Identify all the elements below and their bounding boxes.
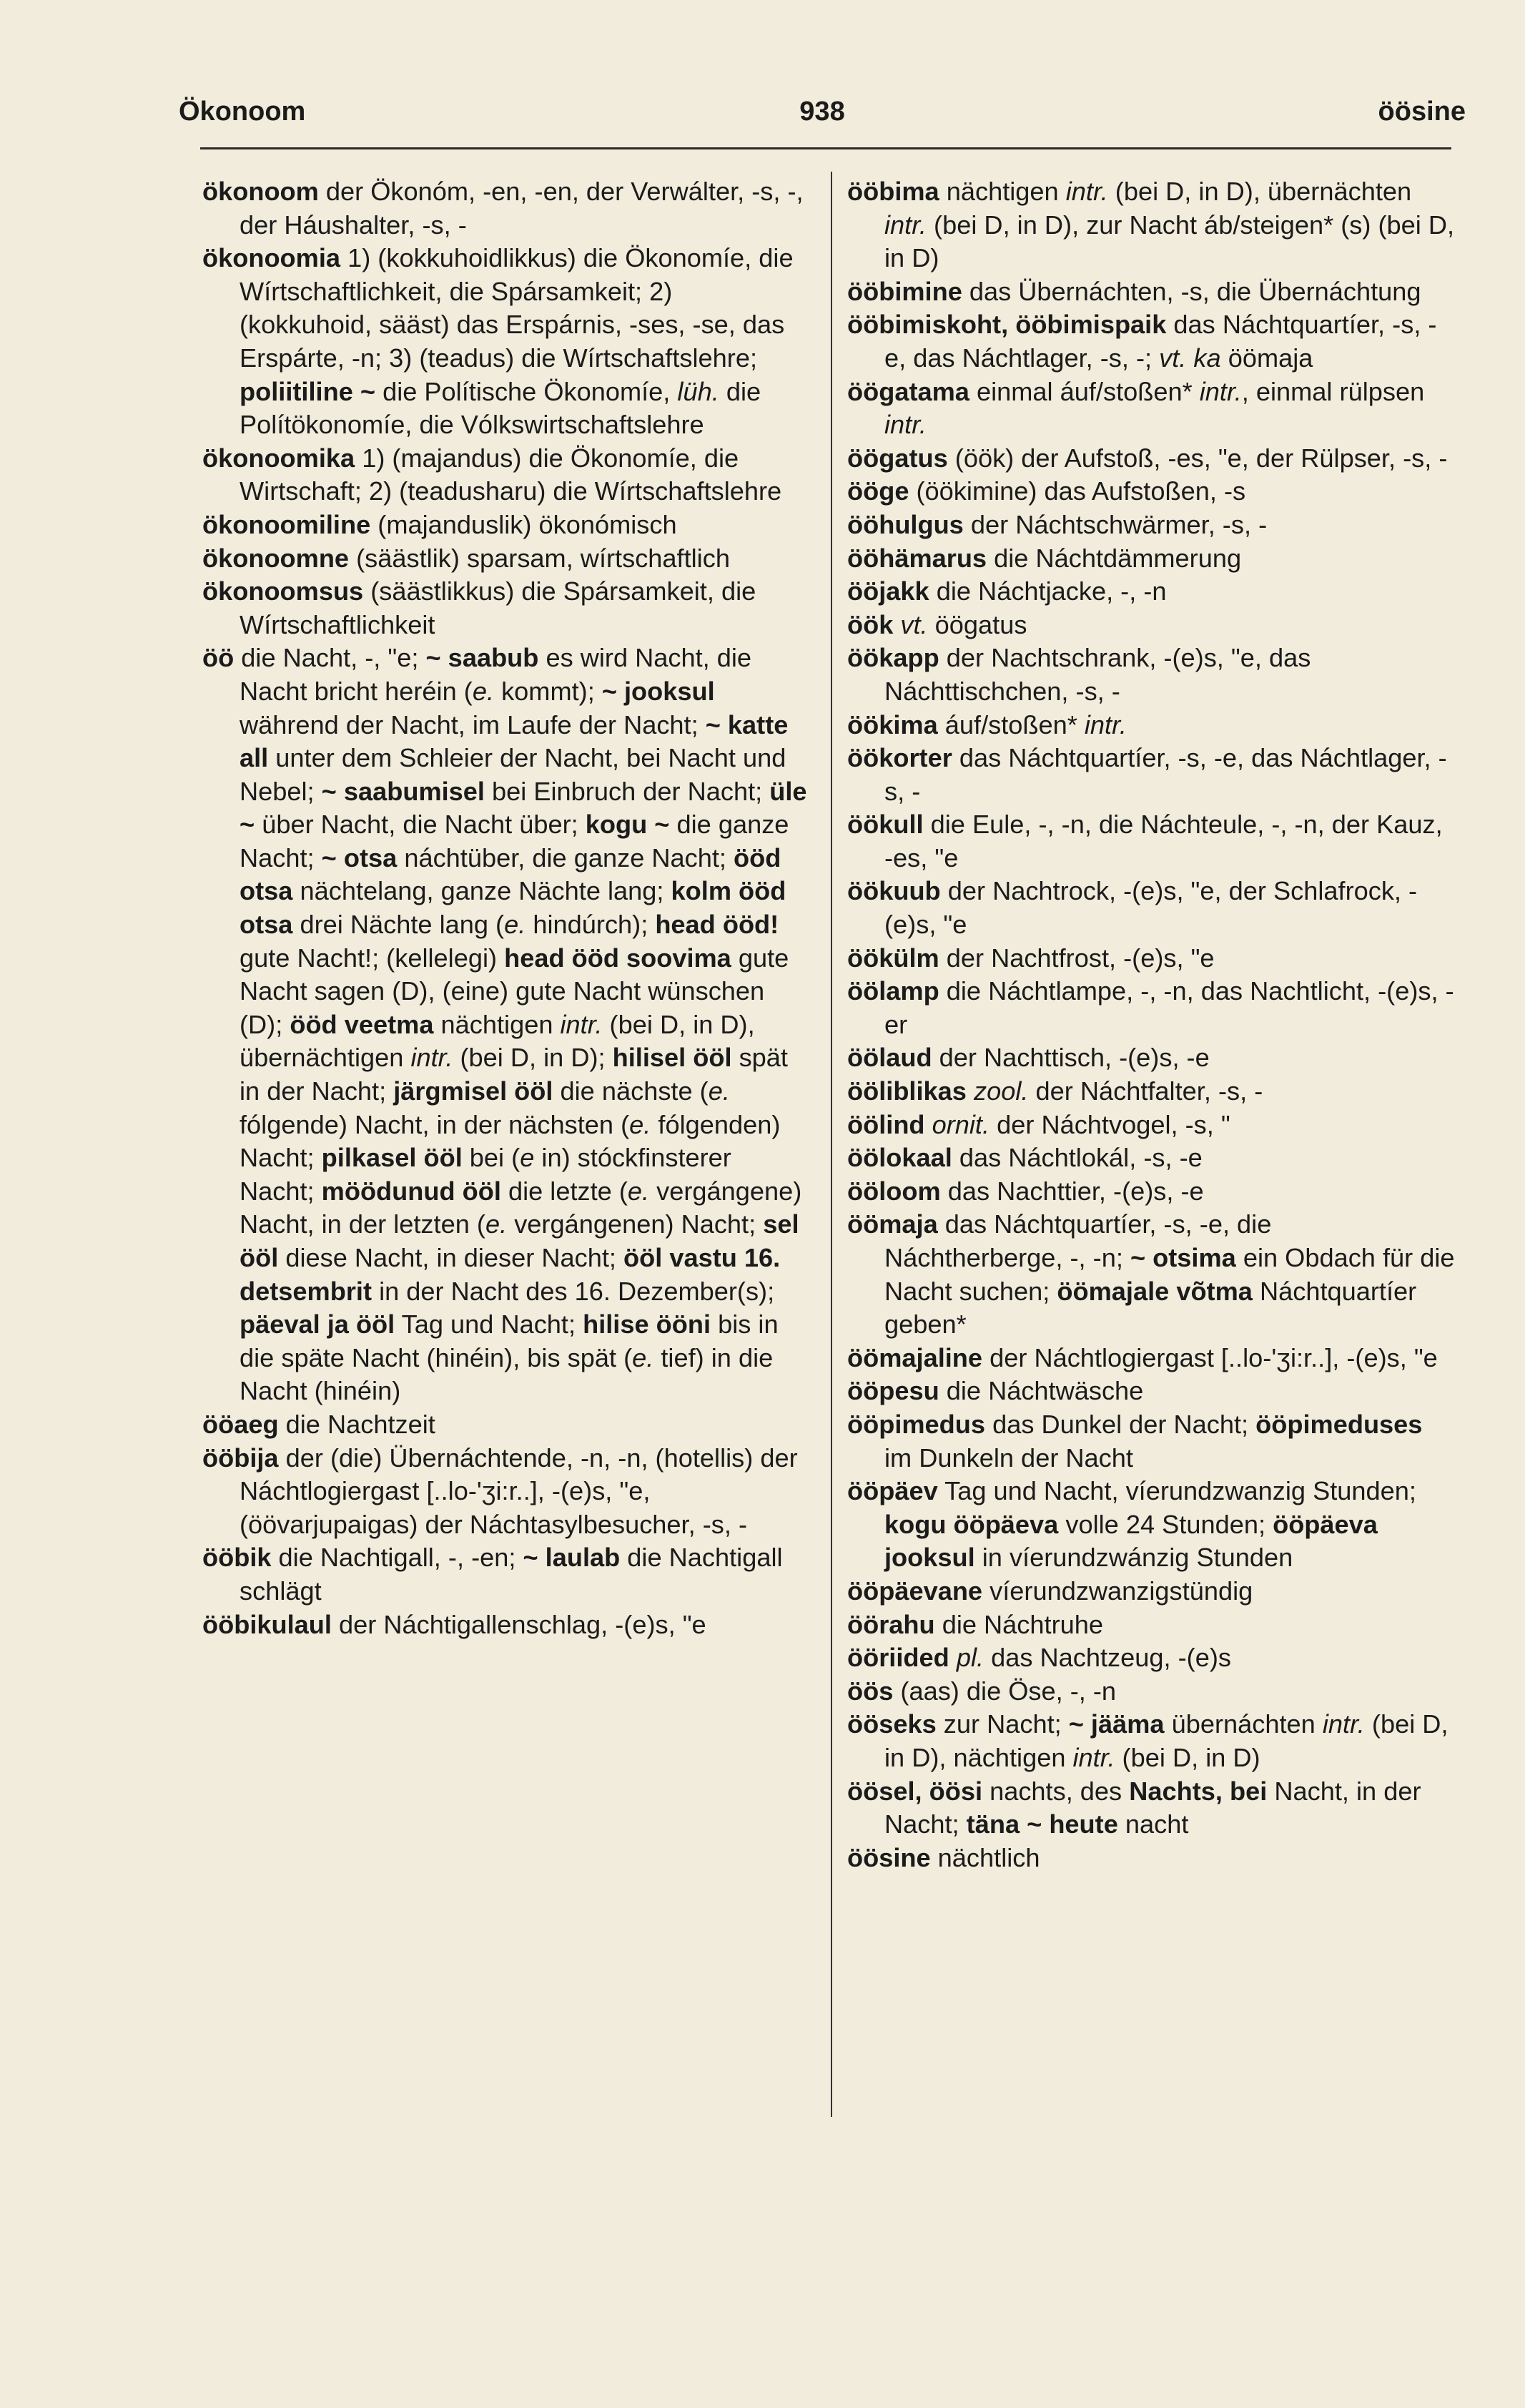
dictionary-entry — [847, 1708, 1455, 1774]
entry-text: (öök) der Aufstoß, -es, "e, der Rülpser, -s, - — [947, 443, 1448, 473]
entry-headword: ööseks — [847, 1709, 937, 1739]
entry-text: (bei D, in D), übernächtigen — [240, 1009, 755, 1073]
entry-headword: öök — [847, 609, 894, 639]
dictionary-entry — [847, 1842, 1455, 1875]
entry-phrase: bei — [1230, 1776, 1268, 1806]
dictionary-entry — [202, 175, 810, 242]
page-number: 938 — [799, 97, 845, 127]
entry-headword: ööbik — [202, 1543, 272, 1573]
entry-label: e. — [632, 1342, 654, 1372]
entry-phrase: ööpimeduses — [1255, 1409, 1423, 1439]
entry-text: die nächste ( — [553, 1076, 709, 1106]
entry-text: das Dunkel der Nacht; — [985, 1409, 1256, 1439]
entry-label: ornit. — [932, 1109, 990, 1139]
entry-text: fólgende) Nacht, in der nächsten ( — [240, 1109, 630, 1139]
entry-headword: öölaud — [847, 1043, 932, 1073]
entry-label: pl. — [956, 1643, 984, 1673]
dictionary-entry — [847, 1041, 1455, 1075]
entry-label: intr. — [1065, 177, 1108, 206]
dictionary-entry — [847, 1675, 1455, 1709]
entry-headword: ökonoomika — [202, 443, 355, 473]
entry-phrase: ~ jooksul — [601, 676, 715, 706]
entry-text: bei ( — [462, 1143, 520, 1173]
dictionary-entry — [202, 1408, 810, 1442]
entry-text: zur Nacht; — [936, 1709, 1069, 1739]
entry-headword: ööge — [847, 476, 909, 506]
entry-text: der (die) Übernáchtende, -n, -n, (hotellis) der Náchtlogiergast [..lo-'ʒi:r..], -(e)s, "e, (öövarjupaigas) der Náchtasylbesucher, -s, - — [240, 1443, 798, 1539]
dictionary-entry — [847, 1375, 1455, 1408]
entry-text: die Nacht, -, "e; — [234, 643, 426, 673]
entry-headword: öökapp — [847, 643, 939, 673]
entry-text: die ganze Nacht; — [240, 810, 789, 873]
entry-phrase: öömajale võtma — [1057, 1276, 1253, 1306]
entry-text: in) stóckfinsterer Nacht; — [240, 1143, 731, 1206]
entry-headword: ööpäevane — [847, 1576, 983, 1606]
entry-text — [925, 1110, 932, 1139]
entry-text: (aas) die Öse, -, -n — [893, 1676, 1117, 1706]
entry-text: die Nachtzeit — [278, 1409, 435, 1439]
entry-text: übernáchten — [1164, 1709, 1323, 1739]
entry-text: nächtigen — [433, 1009, 561, 1039]
header-left-guideword: Ökonoom — [179, 97, 306, 127]
entry-text: einmal áuf/stoßen* — [969, 376, 1200, 406]
dictionary-entry — [847, 1475, 1455, 1575]
entry-text: áuf/stoßen* — [937, 709, 1085, 739]
entry-phrase: sel ööl — [240, 1209, 799, 1272]
entry-label: intr. — [410, 1043, 453, 1073]
header-rule — [200, 147, 1451, 149]
entry-headword: ööbikulaul — [202, 1609, 332, 1639]
entry-text: die Náchtruhe — [934, 1609, 1104, 1639]
dictionary-entry — [847, 709, 1455, 742]
entry-text: im Dunkeln der Nacht — [884, 1443, 1133, 1473]
entry-headword: öölamp — [847, 976, 939, 1006]
entry-headword: ööloom — [847, 1176, 941, 1206]
entry-text: tief) in die Nacht (hinéin) — [240, 1342, 774, 1406]
entry-phrase: head ööd soovima — [504, 943, 731, 973]
entry-headword: öös — [847, 1676, 894, 1706]
entry-text: Tag und Nacht; — [395, 1309, 583, 1340]
entry-text: volle 24 Stunden; — [1058, 1509, 1273, 1539]
entry-headword: ökonoomsus — [202, 576, 364, 606]
entry-text: (bei D, in D), übernächten — [1107, 177, 1412, 206]
entry-text: (bei D, in D), zur Nacht áb/steigen* (s) (bei D, in D) — [884, 210, 1455, 273]
dictionary-entry — [847, 508, 1455, 542]
entry-headword: ööbimine — [847, 276, 962, 306]
entry-phrase: ~ otsa — [321, 842, 398, 873]
entry-text: die letzte ( — [500, 1176, 628, 1206]
entry-label: e. — [485, 1209, 508, 1239]
entry-headword: öösine — [847, 1842, 931, 1872]
entry-text — [949, 1643, 957, 1672]
entry-label: vt. ka — [1159, 343, 1221, 373]
entry-headword: ööpesu — [847, 1376, 939, 1406]
entry-headword: ööhämarus — [847, 543, 987, 573]
dictionary-entry — [847, 1208, 1455, 1341]
entry-text: vergángene) Nacht, in der letzten ( — [240, 1176, 802, 1239]
entry-text: Nacht, in der Nacht; — [884, 1776, 1421, 1839]
entry-headword: ööbimiskoht, ööbimispaik — [847, 310, 1167, 340]
dictionary-entry — [847, 1775, 1455, 1842]
entry-text — [1223, 1776, 1230, 1806]
entry-headword: öömajaline — [847, 1342, 983, 1372]
entry-label: e. — [472, 676, 495, 706]
entry-headword: öörahu — [847, 1609, 935, 1639]
entry-phrase: ööd veetma — [290, 1009, 434, 1039]
entry-text: bei Einbruch der Nacht; — [484, 776, 770, 806]
entry-text: das Nachttier, -(e)s, -e — [940, 1176, 1204, 1206]
dictionary-entry — [202, 542, 810, 576]
entry-text: (bei D, in D); — [453, 1043, 613, 1073]
entry-label: e. — [629, 1109, 651, 1139]
entry-text: die Náchtwäsche — [939, 1376, 1144, 1406]
entry-phrase: üle ~ — [240, 776, 807, 840]
entry-text — [967, 1076, 974, 1106]
entry-headword: ööpäev — [847, 1476, 938, 1506]
entry-phrase: ööpäeva jooksul — [884, 1509, 1378, 1573]
entry-headword: öökuub — [847, 876, 941, 906]
entry-label: vt. — [900, 609, 928, 639]
dictionary-entry — [202, 1608, 810, 1642]
entry-text: (majanduslik) ökonómisch — [370, 509, 677, 539]
left-column — [202, 175, 810, 1641]
entry-text: der Náchtschwärmer, -s, - — [963, 509, 1268, 539]
header-right-guideword: öösine — [1378, 97, 1466, 127]
dictionary-entry — [202, 642, 810, 1408]
entry-headword: öösel, öösi — [847, 1776, 983, 1806]
dictionary-entry — [847, 642, 1455, 708]
column-divider — [831, 172, 832, 2117]
dictionary-entry — [847, 475, 1455, 508]
entry-phrase: ~ laulab — [523, 1543, 621, 1573]
dictionary-entry — [847, 808, 1455, 875]
entry-text — [1042, 1809, 1049, 1839]
entry-text: die Eule, -, -n, die Náchteule, -, -n, der Kauz, -es, "e — [884, 810, 1443, 873]
entry-text: víerundzwanzigstündig — [982, 1576, 1253, 1606]
entry-text: gute Nacht sagen (D), (eine) gute Nacht wünschen (D); — [240, 943, 789, 1039]
entry-headword: ökonoomia — [202, 243, 341, 273]
entry-label: e. — [708, 1076, 730, 1106]
entry-phrase: heute — [1049, 1809, 1118, 1839]
entry-text: , einmal rülpsen — [1241, 376, 1425, 406]
dictionary-entry — [847, 1641, 1455, 1675]
entry-phrase: täna ~ — [966, 1809, 1042, 1839]
entry-phrase: kogu ööpäeva — [884, 1509, 1059, 1539]
entry-headword: ööbija — [202, 1443, 279, 1473]
entry-text: Náchtquartíer geben* — [884, 1276, 1417, 1340]
entry-text: fólgenden) Nacht; — [240, 1109, 781, 1173]
entry-headword: öögatus — [847, 443, 948, 473]
entry-text: das Náchtquartíer, -s, -e, die Náchtherberge, -, -n; — [884, 1209, 1272, 1272]
dictionary-entry — [202, 575, 810, 642]
entry-text: nacht — [1117, 1809, 1189, 1839]
entry-headword: öökülm — [847, 943, 939, 973]
entry-text: der Náchtlogiergast [..lo-'ʒi:r..], -(e)s, "e — [982, 1342, 1438, 1372]
entry-text: diese Nacht, in dieser Nacht; — [278, 1243, 624, 1272]
entry-text: (bei D, in D) — [1115, 1742, 1260, 1772]
dictionary-entry — [202, 1541, 810, 1608]
entry-text: das Náchtquartíer, -s, -e, das Náchtlager, -s, -; — [884, 310, 1437, 373]
entry-text: das Náchtlokál, -s, -e — [952, 1143, 1203, 1173]
entry-phrase: ~ otsima — [1130, 1243, 1236, 1272]
right-column — [847, 175, 1455, 1874]
entry-text: die Nachtigall, -, -en; — [271, 1543, 523, 1573]
entry-headword: ööhulgus — [847, 509, 964, 539]
entry-phrase: päeval ja ööl — [240, 1309, 395, 1340]
entry-text: (bei D, in D), nächtigen — [884, 1709, 1448, 1772]
entry-text: der Náchtigallenschlag, -(e)s, "e — [331, 1609, 706, 1639]
entry-phrase: möödunud ööl — [321, 1176, 501, 1206]
entry-headword: ööpimedus — [847, 1409, 986, 1439]
entry-text: das Übernáchten, -s, die Übernáchtung — [962, 276, 1421, 306]
dictionary-entry — [847, 442, 1455, 476]
entry-text: der Nachtfrost, -(e)s, "e — [939, 943, 1215, 973]
entry-headword: ööliblikas — [847, 1076, 967, 1106]
dictionary-entry — [847, 609, 1455, 642]
dictionary-entry — [847, 175, 1455, 275]
entry-phrase: poliitiline ~ — [240, 376, 376, 406]
entry-text: die Polítische Ökonomíe, — [375, 376, 678, 406]
dictionary-entry — [202, 1442, 810, 1542]
entry-headword: ökonoomiline — [202, 509, 371, 539]
dictionary-entry — [202, 508, 810, 542]
entry-label: intr. — [1322, 1709, 1365, 1739]
entry-phrase: kolm ööd otsa — [240, 876, 786, 940]
entry-phrase: järgmisel ööl — [393, 1076, 553, 1106]
dictionary-entry — [847, 375, 1455, 442]
entry-headword: ööbima — [847, 177, 939, 206]
entry-headword: ööaeg — [202, 1409, 279, 1439]
dictionary-entry — [847, 1408, 1455, 1475]
entry-phrase: ~ jääma — [1068, 1709, 1165, 1739]
entry-text: der Náchtfalter, -s, - — [1028, 1076, 1263, 1106]
entry-text: (säästlikkus) die Spársamkeit, die Wírtschaftlichkeit — [240, 576, 756, 639]
entry-label: lüh. — [677, 376, 719, 406]
entry-text: nachts, des — [982, 1776, 1130, 1806]
entry-text: die Nachtigall schlägt — [240, 1543, 783, 1606]
entry-headword: öökorter — [847, 743, 952, 773]
entry-text: vergángenen) Nacht; — [507, 1209, 764, 1239]
entry-text: gute Nacht!; (kellelegi) — [240, 943, 505, 973]
dictionary-entry — [847, 975, 1455, 1041]
entry-phrase: ööl vastu 16. detsembrit — [240, 1243, 781, 1306]
entry-text: es wird Nacht, die Nacht bricht heréin ( — [240, 643, 752, 706]
entry-text: in víerundzwánzig Stunden — [974, 1543, 1293, 1573]
dictionary-entry — [202, 442, 810, 508]
entry-phrase: pilkasel ööl — [321, 1143, 463, 1173]
entry-text: (öökimine) das Aufstoßen, -s — [909, 476, 1246, 506]
dictionary-entry — [847, 542, 1455, 576]
entry-label: intr. — [1199, 376, 1242, 406]
entry-headword: ööriided — [847, 1643, 949, 1673]
entry-label: intr. — [1072, 1742, 1115, 1772]
entry-label: zool. — [973, 1076, 1029, 1106]
entry-label: e — [520, 1143, 535, 1173]
dictionary-entry — [847, 942, 1455, 976]
entry-text — [893, 610, 900, 639]
entry-text: Tag und Nacht, víerundzwanzig Stunden; — [937, 1476, 1416, 1506]
entry-headword: ökonoom — [202, 177, 319, 206]
entry-text: nächtelang, ganze Nächte lang; — [292, 876, 671, 906]
entry-headword: öökima — [847, 709, 938, 739]
entry-text: kommt); — [494, 676, 602, 706]
entry-headword: ööjakk — [847, 576, 929, 606]
entry-text: der Nachttisch, -(e)s, -e — [932, 1043, 1210, 1073]
entry-headword: öölokaal — [847, 1143, 952, 1173]
entry-text: (säästlik) sparsam, wírtschaftlich — [349, 543, 730, 573]
entry-label: intr. — [884, 210, 927, 240]
entry-text: der Nachtrock, -(e)s, "e, der Schlafrock, -(e)s, "e — [884, 876, 1418, 940]
entry-headword: öölind — [847, 1109, 925, 1139]
entry-text: spät in der Nacht; — [240, 1043, 788, 1106]
entry-text: der Nachtschrank, -(e)s, "e, das Náchttischchen, -s, - — [884, 643, 1311, 706]
entry-label: intr. — [560, 1009, 603, 1039]
dictionary-entry — [847, 1608, 1455, 1642]
entry-phrase: Nachts, — [1129, 1776, 1223, 1806]
entry-phrase: ööd otsa — [240, 842, 781, 906]
entry-text: das Nachtzeug, -(e)s — [984, 1643, 1231, 1673]
dictionary-entry — [202, 242, 810, 442]
entry-text: die Náchtlampe, -, -n, das Nachtlicht, -(e)s, -er — [884, 976, 1454, 1039]
entry-label: e. — [504, 910, 526, 940]
dictionary-entry — [847, 875, 1455, 941]
entry-text: náchtüber, die ganze Nacht; — [397, 842, 734, 873]
entry-label: intr. — [884, 410, 927, 440]
entry-phrase: hilisel ööl — [612, 1043, 732, 1073]
entry-text: öömaja — [1220, 343, 1313, 373]
entry-headword: öökull — [847, 810, 924, 840]
entry-headword: öö — [202, 643, 235, 673]
dictionary-entry — [847, 1342, 1455, 1375]
entry-text: die Náchtdämmerung — [987, 543, 1242, 573]
entry-text: 1) (majandus) die Ökonomíe, die Wirtschaft; 2) (teadusharu) die Wírtschaftslehre — [240, 443, 782, 506]
dictionary-entry — [847, 575, 1455, 609]
entry-phrase: ~ saabub — [425, 643, 539, 673]
entry-headword: öömaja — [847, 1209, 938, 1239]
entry-text: der Ökonóm, -en, -en, der Verwálter, -s, -, der Háushalter, -s, - — [240, 177, 804, 240]
entry-text: öögatus — [927, 609, 1027, 639]
entry-label: intr. — [1084, 709, 1127, 739]
dictionary-entry — [847, 1575, 1455, 1608]
dictionary-entry — [847, 1109, 1455, 1142]
entry-text: in der Nacht des 16. Dezember(s); — [372, 1276, 775, 1306]
dictionary-entry — [847, 1175, 1455, 1209]
entry-text: bis in die späte Nacht (hinéin), bis spät ( — [240, 1309, 779, 1372]
dictionary-entry — [847, 742, 1455, 808]
entry-phrase: head ööd! — [655, 910, 779, 940]
entry-text: das Náchtquartíer, -s, -e, das Náchtlager, -s, - — [884, 743, 1447, 806]
entry-headword: öögatama — [847, 376, 969, 406]
entry-text: über Nacht, die Nacht über; — [255, 810, 586, 840]
dictionary-entry — [847, 1075, 1455, 1109]
entry-text: der Náchtvogel, -s, " — [989, 1109, 1230, 1139]
entry-phrase: hilise ööni — [583, 1309, 711, 1340]
entry-text: während der Nacht, im Laufe der Nacht; — [240, 709, 706, 739]
entry-phrase: ~ saabumisel — [321, 776, 485, 806]
entry-text: nächtlich — [930, 1842, 1040, 1872]
entry-label: e. — [627, 1176, 650, 1206]
dictionary-entry — [847, 1141, 1455, 1175]
entry-text: unter dem Schleier der Nacht, bei Nacht und Nebel; — [240, 743, 786, 806]
dictionary-entry — [847, 308, 1455, 375]
page-header — [179, 97, 1466, 147]
entry-headword: ökonoomne — [202, 543, 350, 573]
entry-text: 1) (kokkuhoidlikkus) die Ökonomíe, die Wírtschaftlichkeit, die Spársamkeit; 2) (kokkuhoid, sääst) das Erspárnis, -ses, -se, das Erspárte, -n; 3) (teadus) die Wírtschaftslehre; — [240, 243, 794, 373]
entry-text: die Polítökonomíe, die Vólkswirtschaftslehre — [240, 376, 761, 440]
entry-phrase: kogu ~ — [585, 810, 670, 840]
entry-phrase: ~ katte all — [240, 709, 789, 773]
dictionary-entry — [847, 275, 1455, 309]
entry-text: die Náchtjacke, -, -n — [929, 576, 1167, 606]
entry-text: hindúrch); — [525, 910, 656, 940]
entry-text: drei Nächte lang ( — [292, 910, 505, 940]
entry-text: nächtigen — [939, 177, 1066, 206]
entry-text: ein Obdach für die Nacht suchen; — [884, 1243, 1455, 1306]
